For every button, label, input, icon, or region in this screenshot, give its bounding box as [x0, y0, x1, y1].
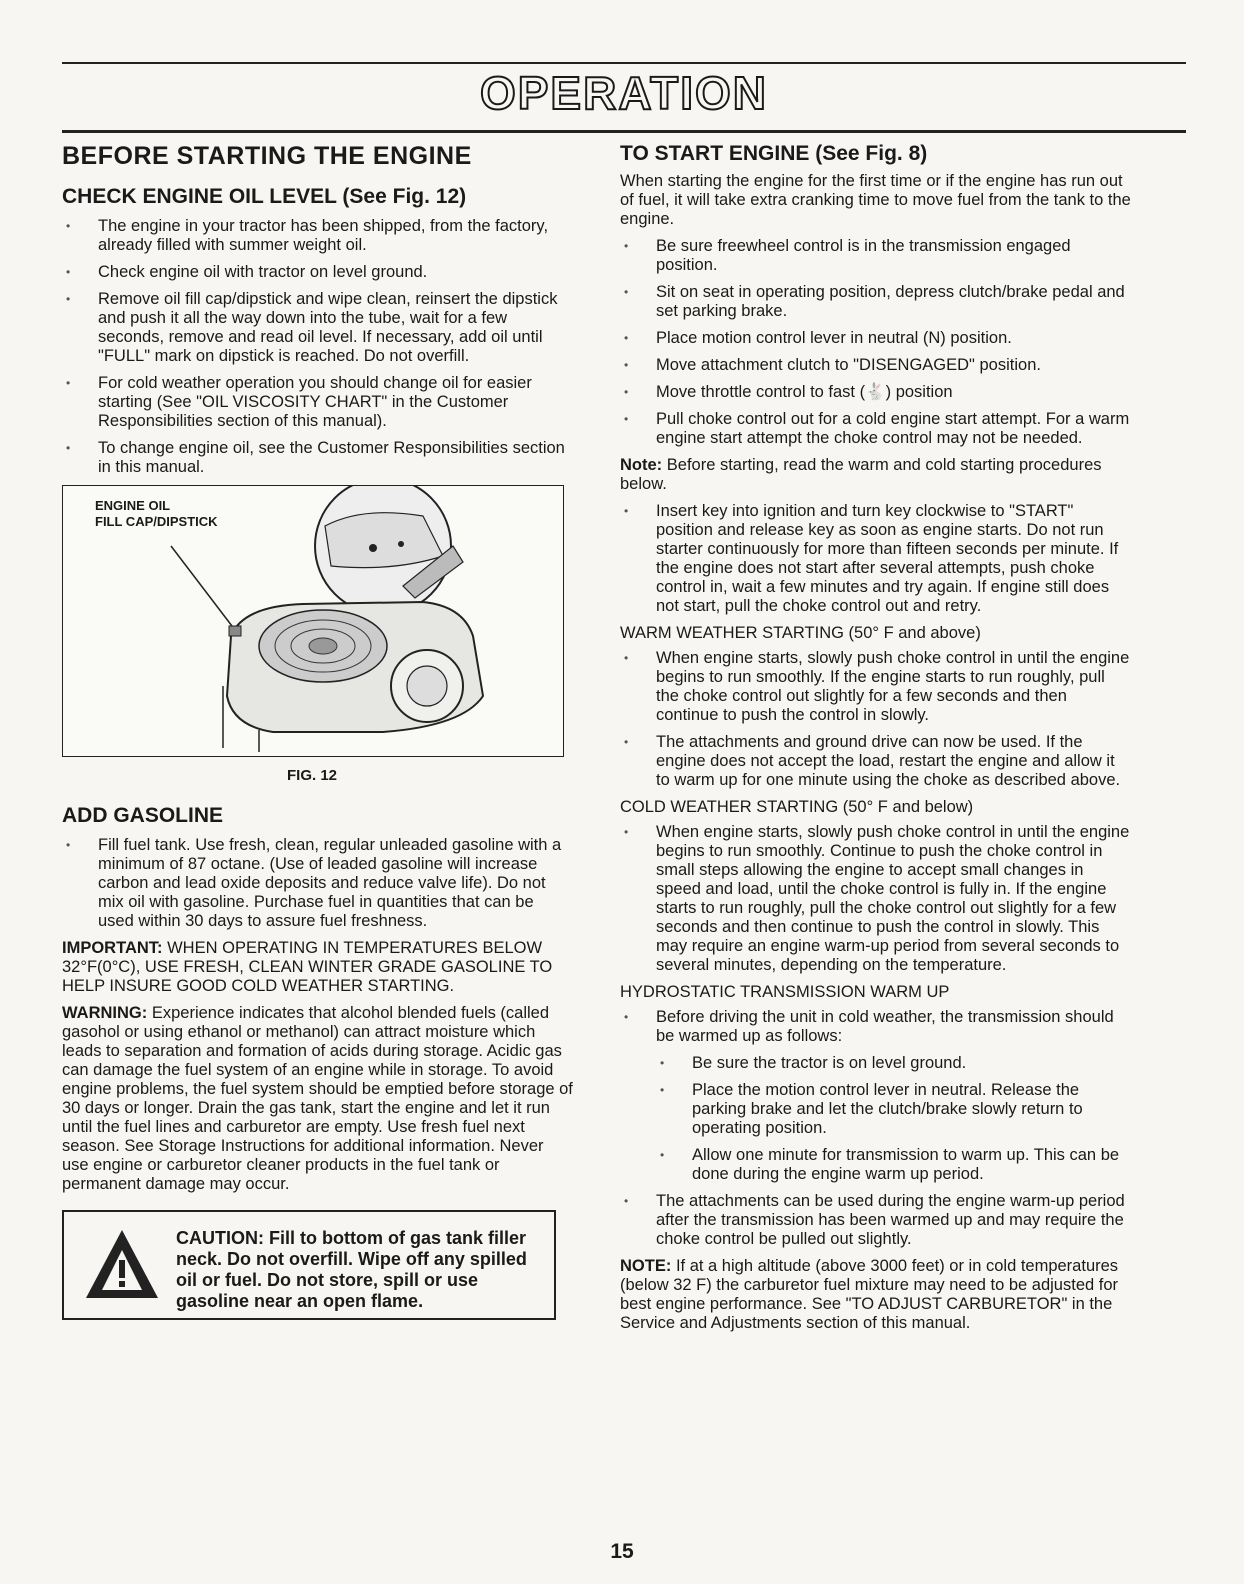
top-rule — [62, 62, 1186, 64]
list-item: • Pull choke control out for a cold engine start attempt. For a warm engine start attempt the choke control may not be needed. — [620, 410, 1132, 448]
important-paragraph — [62, 939, 574, 996]
list-item: • When engine starts, slowly push choke control in until the engine begins to run smoothly. If the engine starts to run roughly, pull the choke control out slightly for a few seconds and then continue to push the control in slowly. — [620, 649, 1132, 725]
start-engine-heading: TO START ENGINE (See Fig. 8) — [620, 142, 928, 165]
warning-paragraph — [62, 1004, 574, 1194]
figure-label-line2: FILL CAP/DIPSTICK — [95, 514, 218, 529]
hydro-heading: HYDROSTATIC TRANSMISSION WARM UP — [620, 983, 950, 1001]
list-item: • The attachments can be used during the engine warm-up period after the transmission has been warmed up and may require the choke control be pulled out slightly. — [620, 1192, 1132, 1249]
figure-caption: FIG. 12 — [286, 767, 338, 784]
list-item: • To change engine oil, see the Customer Responsibilities section in this manual. — [62, 439, 574, 477]
list-item: • Before driving the unit in cold weather, the transmission should be warmed up as follows: — [620, 1008, 1132, 1046]
left-column — [62, 142, 574, 1320]
list-item: • Remove oil fill cap/dipstick and wipe clean, reinsert the dipstick and push it all the way down into the tube, wait for a few seconds, remove and read oil level. If necessary, add oil until "FULL" mark on dipstick is reached. Do not overfill. — [62, 290, 574, 366]
list-item: • Be sure freewheel control is in the transmission engaged position. — [620, 237, 1132, 275]
list-item: • Fill fuel tank. Use fresh, clean, regular unleaded gasoline with a minimum of 87 octane. (Use of leaded gasoline will increase carbon and lead oxide deposits and reduce valve life). Do not mix oil with gasoline. Purchase fuel in quantities that can be used within 30 days to assure fuel freshness. — [62, 836, 574, 931]
list-item: • Sit on seat in operating position, depress clutch/brake pedal and set parking brake. — [620, 283, 1132, 321]
warning-triangle-icon — [82, 1226, 162, 1302]
cold-list — [620, 823, 1132, 975]
hydro-list — [620, 1008, 1132, 1046]
warning-text: Experience indicates that alcohol blended fuels (called gasohol or using ethanol or methanol) can attract moisture which leads to separation and formation of acids during storage. Acidic gas can damage the fuel system of an engine while in storage. To avoid engine problems, the fuel system should be emptied before storage of 30 days or longer. Drain the gas tank, start the engine and let it run until the fuel lines and carburetor are empty. Use fresh fuel next season. See Storage Instructions for additional information. Never use engine or carburetor cleaner products in the fuel tank or permanent damage may occur. — [62, 1004, 573, 1193]
important-text: WHEN OPERATING IN TEMPERATURES BELOW 32°F(0°C), USE FRESH, CLEAN WINTER GRADE GASOLINE TO HELP INSURE GOOD COLD WEATHER STARTING. — [62, 939, 553, 995]
list-item: • Allow one minute for transmission to warm up. This can be done during the engine warm up period. — [656, 1146, 1132, 1184]
hydro-sub-list — [656, 1054, 1132, 1184]
cold-weather-heading: COLD WEATHER STARTING (50° F and below) — [620, 798, 974, 816]
list-item: • When engine starts, slowly push choke control in until the engine begins to run smoothly. Continue to push the choke control in small steps allowing the engine to accept small changes in speed and load, until the choke control is fully in. If the engine starts to run roughly, pull the choke control out slightly for a few seconds and then continue to push the control in slowly. This may require an engine warm-up period from several seconds to several minutes, depending on the temperature. — [620, 823, 1132, 975]
final-note-label: NOTE: — [620, 1257, 672, 1275]
figure-label-line1: ENGINE OIL — [95, 498, 171, 513]
caution-text: CAUTION: Fill to bottom of gas tank filler neck. Do not overfill. Wipe off any spilled oil or fuel. Do not store, spill or use gasoline near an open flame. — [176, 1228, 527, 1311]
start-intro: When starting the engine for the first time or if the engine has run out of fuel, it will take extra cranking time to move fuel from the tank to the engine. — [620, 172, 1131, 228]
important-label: IMPORTANT: — [62, 939, 163, 957]
section-heading: BEFORE STARTING THE ENGINE — [62, 142, 472, 170]
key-list — [620, 502, 1132, 616]
note-text: Before starting, read the warm and cold starting procedures below. — [620, 456, 1102, 493]
list-item: • Place motion control lever in neutral (N) position. — [620, 329, 1132, 348]
note-paragraph — [620, 456, 1132, 494]
gasoline-heading: ADD GASOLINE — [62, 804, 224, 827]
start-list — [620, 237, 1132, 448]
warning-label: WARNING: — [62, 1004, 148, 1022]
list-item: • Move attachment clutch to "DISENGAGED" position. — [620, 356, 1132, 375]
oil-list — [62, 217, 574, 477]
warm-weather-heading: WARM WEATHER STARTING (50° F and above) — [620, 624, 981, 642]
attach-list — [620, 1192, 1132, 1249]
list-item: • Insert key into ignition and turn key clockwise to "START" position and release key as soon as engine starts. Do not run starter continuously for more than fifteen seconds per minute. If the engine does not start after several attempts, push choke control in, wait a few minutes and try again. If engine still does not start, pull the choke control out and retry. — [620, 502, 1132, 616]
oil-heading: CHECK ENGINE OIL LEVEL (See Fig. 12) — [62, 185, 467, 208]
final-note-paragraph — [620, 1257, 1132, 1333]
list-item: • Move throttle control to fast (🐇) position — [620, 383, 1132, 402]
caution-box — [62, 1210, 556, 1320]
page-number: 15 — [610, 1540, 634, 1563]
list-item: • The engine in your tractor has been shipped, from the factory, already filled with summer weight oil. — [62, 217, 574, 255]
final-note-text: If at a high altitude (above 3000 feet) or in cold temperatures (below 32 F) the carburetor fuel mixture may need to be adjusted for best engine performance. See "TO ADJUST CARBURETOR" in the Service and Adjustments section of this manual. — [620, 1257, 1119, 1332]
warm-list — [620, 649, 1132, 790]
list-item: • Check engine oil with tractor on level ground. — [62, 263, 574, 282]
list-item: • Be sure the tractor is on level ground. — [656, 1054, 1132, 1073]
engine-figure — [62, 485, 564, 757]
title-underline — [62, 130, 1186, 133]
list-item: • For cold weather operation you should change oil for easier starting (See "OIL VISCOSITY CHART" in the Customer Responsibilities section of this manual). — [62, 374, 574, 431]
gasoline-list — [62, 836, 574, 931]
figure-label — [95, 498, 218, 530]
list-item: • The attachments and ground drive can now be used. If the engine does not accept the load, restart the engine and allow it to warm up for one minute using the choke as described above. — [620, 733, 1132, 790]
note-label: Note: — [620, 456, 663, 474]
list-item: • Place the motion control lever in neutral. Release the parking brake and let the clutch/brake slowly return to operating position. — [656, 1081, 1132, 1138]
right-column — [620, 142, 1132, 1341]
page-title: OPERATION — [479, 67, 769, 119]
